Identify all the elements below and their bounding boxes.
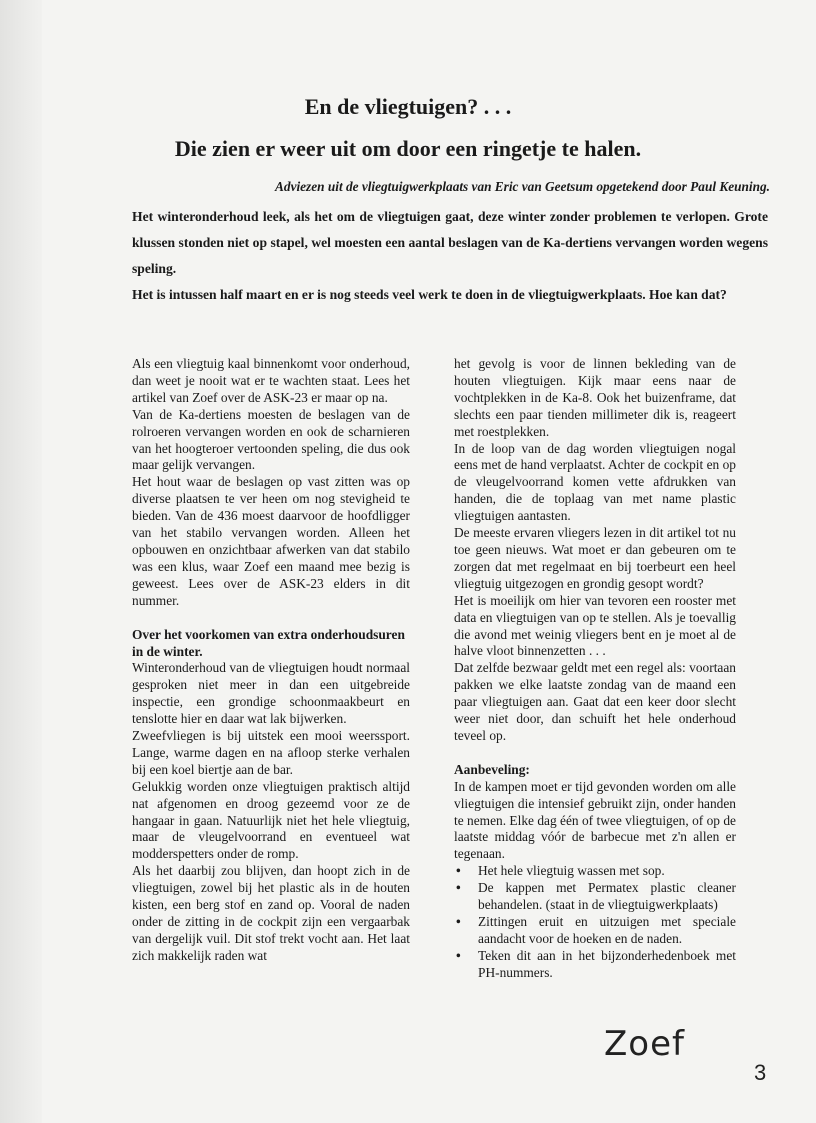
body-paragraph: Het is moeilijk om hier van tevoren een rooster met data en vliegtuigen van op te stellen. Als je toevallig die avond met weinig vliegers bent en je moet al de halve vloot binnenzetten . . . xyxy=(454,592,736,659)
body-paragraph: Als het daarbij zou blijven, dan hoopt zich in de vliegtuigen, zowel bij het plastic als in de houten kisten, een berg stof en zand op. Vooral de naden onder de zitting in de cockpit zijn een vergaarbak van dergelijk vuil. Dit stof trekt vocht aan. Het laat zich makkelijk raden wat xyxy=(132,863,410,963)
bullet-icon: • xyxy=(456,880,461,896)
body-paragraph: Zweefvliegen is bij uitstek een mooi weerssport. Lange, warme dagen en na afloop sterke verhalen bij een koel biertje aan de bar. xyxy=(132,728,410,777)
intro-paragraph: Het winteronderhoud leek, als het om de vliegtuigen gaat, deze winter zonder problemen te verlopen. Grote klussen stonden niet op stapel, wel moesten een aantal beslagen van de Ka-dertiens vervangen worden wegens speling. xyxy=(132,209,768,276)
list-item xyxy=(454,914,736,948)
section-heading: Aanbeveling: xyxy=(454,761,530,777)
body-paragraph: Van de Ka-dertiens moesten de beslagen van de rolroeren vervangen worden en ook de scharnieren van het hoogteroer vertoonden speling, die dus ook maar gelijk vervangen. xyxy=(132,406,410,473)
body-paragraph: Gelukkig worden onze vliegtuigen praktisch altijd nat afgenomen en droog gezeemd voor ze de hangaar in gaan. Natuurlijk niet het hele vliegtuig, maar de vleugelvoorrand en eventueel wat modderspetters onder de romp. xyxy=(132,778,410,862)
body-paragraph: In de loop van de dag worden vliegtuigen nogal eens met de hand verplaatst. Achter de cockpit en op de vleugelvoorrand komen vette afdrukken van handen, die de toplaag van met name plastic vliegtuigen aantasten. xyxy=(454,440,736,524)
body-paragraph: Het hout waar de beslagen op vast zitten was op diverse plaatsen te ver heen om nog stevigheid te bieden. Van de 436 moest daarvoor de hoofdligger van het stabilo vervangen worden. Alleen het opbouwen en onzichtbaar afwerken van dat stabilo was een klus, waar Zoef een maand mee bezig is geweest. Lees over de ASK-23 elders in dit nummer. xyxy=(132,474,410,608)
intro-paragraph: Het is intussen half maart en er is nog steeds veel werk te doen in de vliegtuigwerkplaats. Hoe kan dat? xyxy=(132,287,727,302)
list-item-text: Het hele vliegtuig wassen met sop. xyxy=(478,863,665,879)
article-title: En de vliegtuigen? . . . xyxy=(304,94,512,119)
body-paragraph: De meeste ervaren vliegers lezen in dit artikel tot nu toe geen nieuws. Wat moet er dan gebeuren om te zorgen dat met regelmaat en bij toerbeurt een heel vliegtuig uitgezogen en grondig gesopt wordt? xyxy=(454,525,736,591)
handwritten-signature: Zoef xyxy=(604,1024,685,1064)
body-paragraph: Winteronderhoud van de vliegtuigen houdt normaal gesproken niet meer in dan een uitgebreide inspectie, een grondige schoonmaakbeurt en tenslotte hier en daar wat lak bijwerken. xyxy=(132,660,410,727)
section-heading: Over het voorkomen van extra onderhoudsuren in de winter. xyxy=(132,626,405,659)
bullet-icon: • xyxy=(456,914,461,929)
left-column xyxy=(132,356,410,965)
body-paragraph: Dat zelfde bezwaar geldt met een regel als: voortaan pakken we elke laatste zondag van de maand een paar vliegtuigen aan. Gaat dat een keer door slecht weer niet door, dan schuift het hele onderhoud teveel op. xyxy=(454,660,736,743)
article-subheadline: Die zien er weer uit om door een ringetje te halen. xyxy=(174,136,642,161)
bullet-icon: • xyxy=(456,947,461,963)
list-item-text: De kappen met Permatex plastic cleaner behandelen. (staat in de vliegtuigwerkplaats) xyxy=(478,880,736,913)
body-paragraph: Als een vliegtuig kaal binnenkomt voor onderhoud, dan weet je nooit wat er te wachten staat. Lees het artikel van Zoef over de ASK-23 er maar op na. xyxy=(132,356,410,405)
list-item xyxy=(454,863,736,880)
binding-edge xyxy=(0,0,42,1123)
body-paragraph: In de kampen moet er tijd gevonden worden om alle vliegtuigen die intensief gebruikt zijn, onder handen te nemen. Elke dag één of twee vliegtuigen, of op de laatste middag vóór de barbecue met z'n allen er tegenaan. xyxy=(454,778,736,862)
article-byline: Adviezen uit de vliegtuigwerkplaats van Eric van Geetsum opgetekend door Paul Keuning. xyxy=(275,179,770,194)
page-number: 3 xyxy=(754,1060,767,1085)
body-paragraph: het gevolg is voor de linnen bekleding van de houten vliegtuigen. Kijk maar eens naar de vochtplekken in de Ka-8. Ook het buizenframe, dat slechts een paar tienden millimeter dik is, reageert met roestplekken. xyxy=(454,356,736,439)
bullet-icon: • xyxy=(456,863,461,879)
list-item xyxy=(454,948,736,982)
right-column xyxy=(454,356,736,982)
list-item-text: Teken dit aan in het bijzonderhedenboek met PH-nummers. xyxy=(478,947,736,980)
article-intro xyxy=(132,204,768,308)
list-item-text: Zittingen eruit en uitzuigen met speciale aandacht voor de hoeken en de naden. xyxy=(478,914,736,946)
list-item xyxy=(454,880,736,914)
recommendation-list xyxy=(454,863,736,981)
